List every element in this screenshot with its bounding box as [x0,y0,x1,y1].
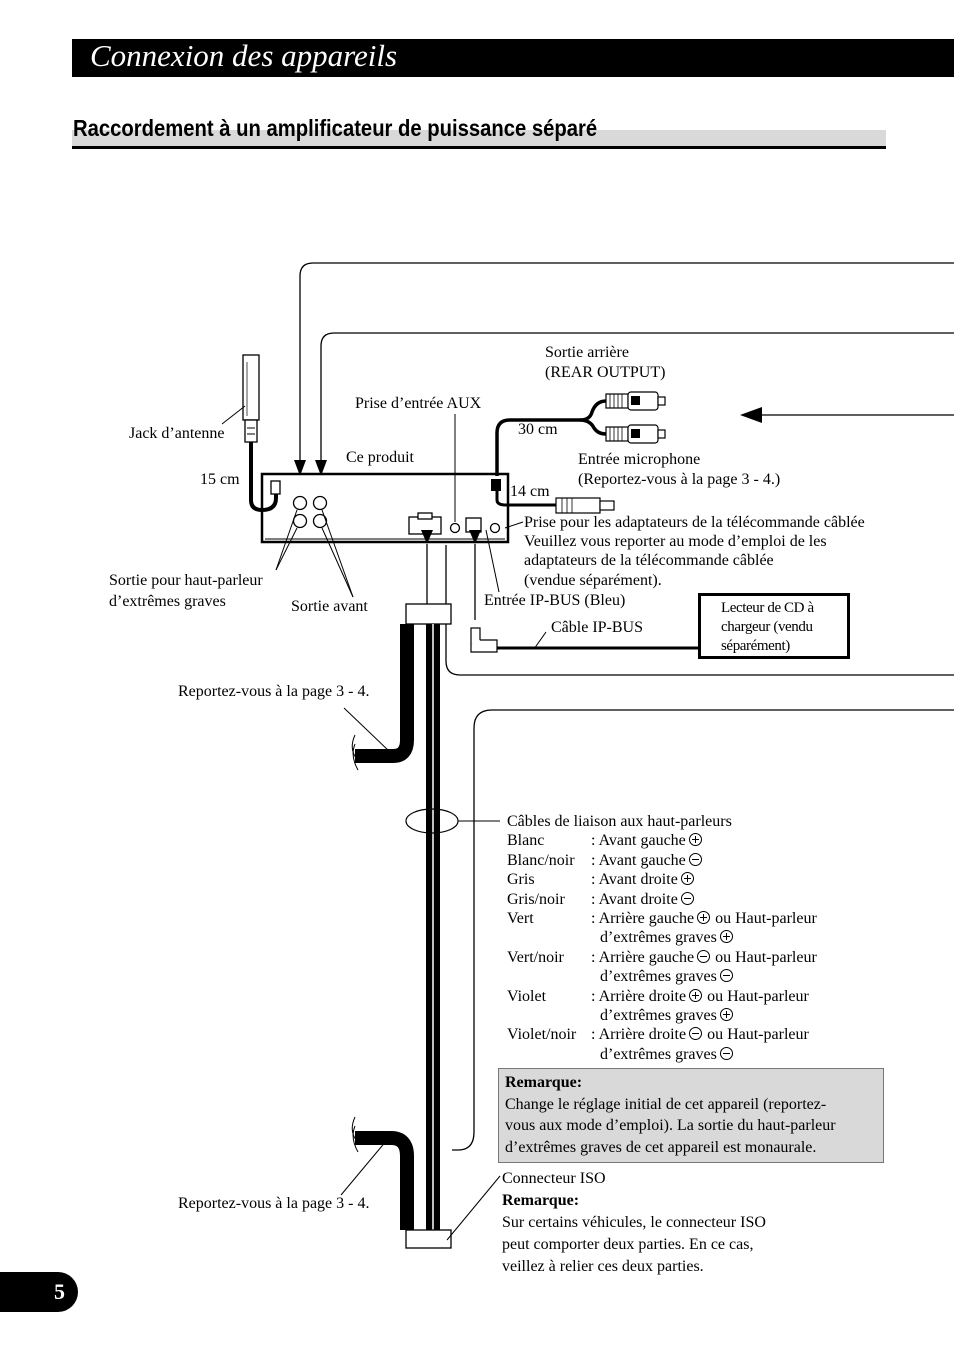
speaker-cable-row [507,831,817,850]
plus-sign-icon [697,911,710,924]
wire-assignment-text: : Avant droite [591,890,678,908]
remark-heading: Remarque: [505,1074,583,1091]
page-number-tab [0,1272,78,1312]
label-antenna-jack: Jack d’antenne [129,425,225,442]
wire-assignment [591,987,809,1026]
section-title: Raccordement à un amplificateur de puissance séparé [73,115,598,141]
antenna-jack [243,355,259,420]
wire-color: Violet/noir [507,1026,577,1044]
wire-assignment [591,890,694,909]
label-ipbus-cable: Câble IP-BUS [551,619,643,636]
wire-assignment-text: : Avant gauche [591,851,686,869]
wire-assignment [591,831,702,850]
label-wired-remote-2: Veuillez vous reporter au mode d’emploi de les [524,533,827,550]
label-subwoofer-out-2: d’extrêmes graves [109,593,226,610]
rca-plug-upper [606,392,665,410]
remark-box [498,1068,884,1163]
wire-color: Vert [507,910,534,928]
wire-assignment-text-2: d’extrêmes graves [600,929,717,947]
speaker-cable-row [507,870,817,889]
minus-sign-icon [689,1027,702,1040]
label-wired-remote-4: (vendue séparément). [524,572,662,589]
plus-sign-icon [689,989,702,1002]
label-rear-output-2: (REAR OUTPUT) [545,364,666,381]
label-aux-input: Prise d’entrée AUX [355,395,482,412]
wire-assignment-text: : Arrière droite [591,1026,687,1044]
minus-sign-icon [720,969,733,982]
wired-remote-jack [491,524,500,533]
wire-assignment-text-2: d’extrêmes graves [600,968,717,986]
aux-jack [451,524,460,533]
wire-color: Gris/noir [507,890,565,908]
plus-sign-icon [720,1008,733,1021]
cd-changer-line-1: Lecteur de CD à [721,600,814,616]
wire-assignment-text: : Avant droite [591,871,678,889]
label-subwoofer-out-1: Sortie pour haut-parleur [109,572,263,589]
cd-changer-line-2: chargeur (vendu [721,619,813,635]
cd-changer-line-3: séparément) [721,638,790,654]
wire-assignment-text-2: d’extrêmes graves [600,1045,717,1063]
plus-sign-icon [681,872,694,885]
wire-assignment-suffix: ou Haut-parleur [715,910,817,928]
wire-color: Gris [507,871,535,889]
wire-color: Vert/noir [507,948,564,966]
wire-assignment [591,851,702,870]
plus-sign-icon [689,833,702,846]
speaker-cable-row [507,1025,817,1064]
label-30cm: 30 cm [518,421,558,438]
wire-color: Violet [507,987,547,1005]
remark-line-2: vous aux mode d’emploi). La sortie du haut-parleur [505,1117,836,1134]
remark-line-1: Change le réglage initial de cet appareil (reportez- [505,1095,827,1113]
page-number: 5 [54,1279,65,1304]
iso-line-3: veillez à relier ces deux parties. [502,1258,704,1275]
wire-assignment-suffix: ou Haut-parleur [707,987,809,1005]
wire-assignment-text-2: d’extrêmes graves [600,1007,717,1025]
page-title: Connexion des appareils [90,38,398,73]
speaker-cable-row [507,909,817,948]
remark-line-3: d’extrêmes graves de cet appareil est monaurale. [505,1138,817,1156]
cd-changer-box [698,593,850,659]
wire-assignment [591,870,694,889]
wire-assignment-text: : Arrière gauche [591,910,695,928]
label-ref-page-top: Reportez-vous à la page 3 - 4. [178,683,370,700]
label-mic-input-1: Entrée microphone [578,451,701,468]
minus-sign-icon [681,892,694,905]
iso-plug-bottom [406,1230,451,1248]
wire-assignment [591,1025,809,1064]
amp-arrow-head [740,407,762,423]
minus-sign-icon [697,950,710,963]
iso-remark-heading: Remarque: [502,1192,580,1209]
speaker-cable-row [507,890,817,909]
iso-line-2: peut comporter deux parties. En ce cas, [502,1236,754,1253]
mic-plug [556,498,600,513]
wire-assignment-text: : Arrière gauche [591,948,695,966]
iso-line-1: Sur certains véhicules, le connecteur ISO [502,1214,766,1231]
iso-title: Connecteur ISO [502,1170,606,1187]
plus-sign-icon [720,930,733,943]
iso-plug-top [406,604,451,624]
label-mic-input-2: (Reportez-vous à la page 3 - 4.) [578,471,781,488]
rca-plug-lower [606,425,665,443]
iso-connector-note [502,1168,766,1278]
speaker-cable-row [507,851,817,870]
label-wired-remote-3: adaptateurs de la télécommande câblée [524,552,774,569]
ipbus-socket [466,518,481,532]
label-rear-output-1: Sortie arrière [545,344,629,361]
label-ipbus-input: Entrée IP-BUS (Bleu) [484,592,626,609]
wire-assignment-suffix: ou Haut-parleur [715,948,817,966]
label-front-output: Sortie avant [291,598,368,615]
minus-sign-icon [689,853,702,866]
label-14cm: 14 cm [510,483,550,500]
ipbus-plug [471,628,497,652]
wire-assignment-text: : Arrière droite [591,987,687,1005]
speaker-cable-row [507,987,817,1026]
label-ref-page-bottom: Reportez-vous à la page 3 - 4. [178,1195,370,1212]
wire-assignment [591,948,817,987]
label-15cm: 15 cm [200,471,240,488]
wire-color: Blanc/noir [507,851,575,869]
wire-assignment-text: : Avant gauche [591,832,686,850]
wire-assignment [591,909,817,948]
label-wired-remote-1: Prise pour les adaptateurs de la télécommande câblée [524,514,865,531]
wire-assignment-suffix: ou Haut-parleur [707,1026,809,1044]
speaker-cable-row [507,948,817,987]
speaker-cable-list [507,812,817,1064]
wire-color: Blanc [507,832,545,850]
minus-sign-icon [720,1047,733,1060]
speaker-cable-title: Câbles de liaison aux haut-parleurs [507,813,732,830]
label-this-product: Ce produit [346,449,414,466]
